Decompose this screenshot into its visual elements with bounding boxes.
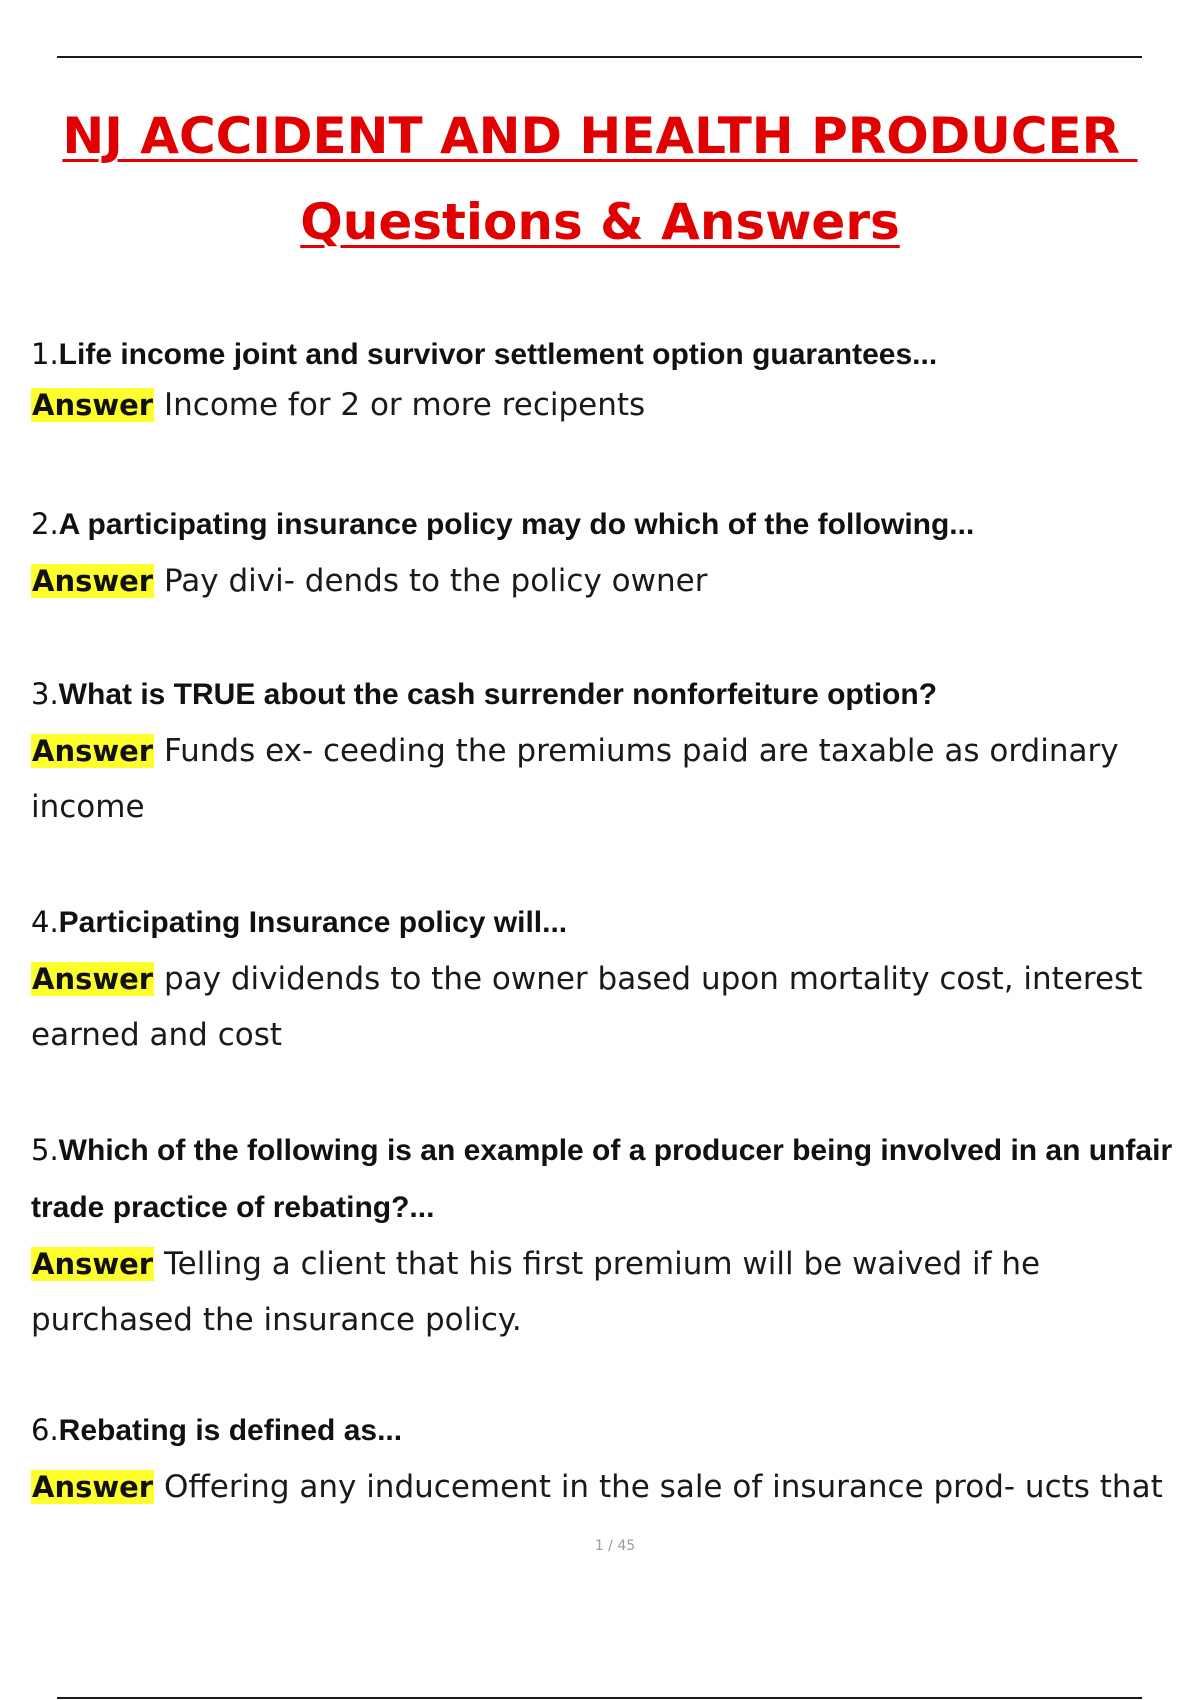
answer-label: Answer: [32, 564, 154, 598]
question-text: Participating Insurance policy will...: [58, 906, 568, 939]
question-number: 6.: [31, 1413, 59, 1447]
question-6: [31, 1402, 1200, 1459]
question-number: 4.: [31, 905, 59, 939]
answer-text: Offering any inducement in the sale of insurance prod- ucts that: [163, 1469, 1163, 1505]
qa-item-6: [31, 1402, 1200, 1515]
question-5: [31, 1122, 1200, 1236]
answer-label: Answer: [32, 962, 154, 996]
answer-label: Answer: [32, 1470, 154, 1504]
answer-text: Income for 2 or more recipents: [163, 387, 646, 423]
answer-3: [31, 723, 1200, 835]
answer-text: Telling a client that his first premium will be waived if he purchased the insurance policy.: [31, 1246, 1041, 1338]
qa-item-2: [31, 496, 1200, 609]
answer-label: Answer: [32, 388, 154, 422]
document-title: NJ ACCIDENT AND HEALTH PRODUCER: [62, 107, 1138, 165]
answer-4: [31, 951, 1200, 1063]
question-text: A participating insurance policy may do which of the following...: [58, 508, 975, 541]
question-text: Rebating is defined as...: [58, 1414, 403, 1447]
qa-item-1: [31, 326, 1200, 433]
answer-6: [31, 1459, 1200, 1515]
question-3: [31, 666, 1200, 723]
answer-label: Answer: [32, 1247, 154, 1281]
top-rule: [57, 56, 1142, 58]
answer-text: Funds ex- ceeding the premiums paid are taxable as ordinary income: [31, 733, 1119, 825]
question-number: 1.: [31, 337, 59, 371]
question-text: Life income joint and survivor settlement option guarantees...: [58, 338, 938, 371]
document-subtitle: Questions & Answers: [300, 193, 900, 251]
answer-1: [31, 377, 1200, 433]
question-2: [31, 496, 1200, 553]
qa-item-3: [31, 666, 1200, 835]
answer-text: Pay divi- dends to the policy owner: [163, 563, 708, 599]
page-indicator: 1 / 45: [594, 1538, 636, 1554]
answer-5: [31, 1236, 1200, 1348]
question-number: 2.: [31, 507, 59, 541]
question-text: Which of the following is an example of a producer being involved in an unfair trade practice of rebating?...: [31, 1134, 1173, 1224]
qa-item-4: [31, 894, 1200, 1063]
answer-2: [31, 553, 1200, 609]
question-4: [31, 894, 1200, 951]
qa-item-5: [31, 1122, 1200, 1348]
bottom-rule: [57, 1697, 1142, 1699]
question-1: [31, 326, 1200, 383]
answer-label: Answer: [32, 734, 154, 768]
question-number: 3.: [31, 677, 59, 711]
question-text: What is TRUE about the cash surrender nonforfeiture option?: [58, 678, 938, 711]
answer-text: pay dividends to the owner based upon mortality cost, interest earned and cost: [31, 961, 1143, 1053]
question-number: 5.: [31, 1133, 59, 1167]
